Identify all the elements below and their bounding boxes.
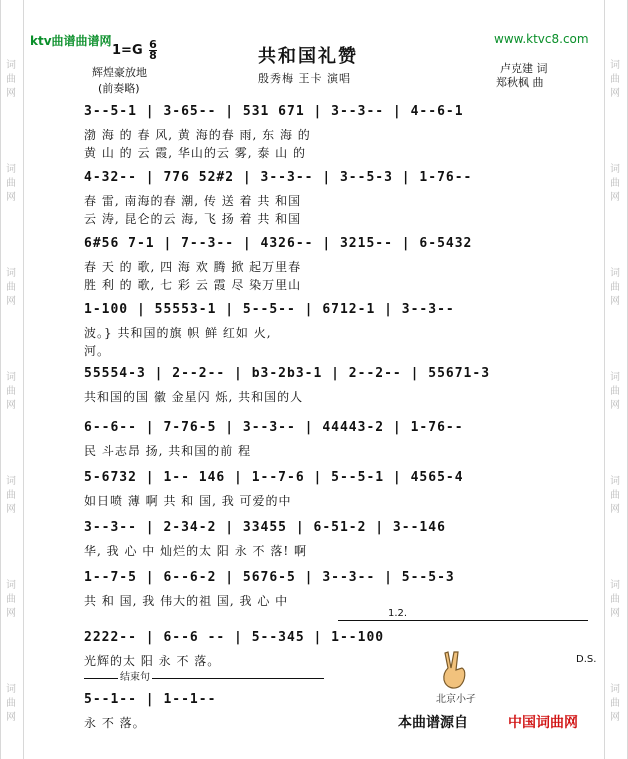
notation-row: 55554-3 | 2--2-- | b3-2b3-1 | 2--2-- | 55671-3: [84, 366, 491, 381]
side-watermark-char: 网: [6, 192, 17, 203]
lyric-line-2: 云 涛, 昆仑的云 海, 飞 扬 着 共 和国: [84, 212, 302, 226]
side-watermark-char: 网: [610, 712, 620, 723]
notation-row: 2222-- | 6--6 -- | 5--345 | 1--100: [84, 630, 385, 645]
lyric-line-1: 波。} 共和国的旗 帜 鲜 红如 火,: [84, 326, 272, 340]
side-watermark-char: 曲: [610, 594, 620, 605]
side-watermark-char: 词: [6, 580, 17, 591]
prelude-note: (前奏略): [98, 82, 140, 95]
tempo-marking: 辉煌豪放地: [92, 66, 147, 79]
song-title: 共和国礼赞: [258, 46, 358, 67]
side-watermark-char: 网: [6, 88, 17, 99]
side-watermark-char: 网: [610, 192, 620, 203]
notation-row: 3--3-- | 2-34-2 | 33455 | 6-51-2 | 3--146: [84, 520, 446, 535]
side-watermark-char: 网: [6, 400, 17, 411]
ending-label: 结束句: [118, 668, 152, 683]
side-watermark-char: 曲: [610, 178, 620, 189]
side-watermark-char: 网: [6, 712, 17, 723]
victory-hand-icon: [438, 648, 472, 692]
volta-line: [338, 620, 588, 621]
side-watermark-char: 网: [610, 88, 620, 99]
side-watermark-char: 曲: [6, 74, 17, 85]
lyric-line-1: 春 天 的 歌, 四 海 欢 腾 掀 起万里春: [84, 260, 302, 274]
time-sig-top: 6: [149, 38, 157, 51]
notation-row: 5-6732 | 1-- 146 | 1--7-6 | 5--5-1 | 4565-4: [84, 470, 464, 485]
side-watermark-char: 网: [6, 608, 17, 619]
site-url: www.ktvc8.com: [494, 32, 589, 46]
lyricist: 卢克建 词: [500, 62, 548, 75]
side-watermark-char: 词: [610, 164, 620, 175]
side-watermark-char: 曲: [610, 282, 620, 293]
side-watermark-char: 网: [6, 504, 17, 515]
side-watermark-char: 词: [610, 372, 620, 383]
lyric-line-1: 华, 我 心 中 灿烂的太 阳 永 不 落! 啊: [84, 544, 307, 558]
side-watermark-char: 曲: [6, 386, 17, 397]
side-watermark-char: 网: [6, 296, 17, 307]
lyric-line-2: 黄 山 的 云 霞, 华山的云 雾, 泰 山 的: [84, 146, 306, 160]
side-watermark-char: 曲: [6, 594, 17, 605]
lyric-line-1: 如日喷 薄 啊 共 和 国, 我 可爱的中: [84, 494, 292, 508]
side-watermark-char: 网: [610, 400, 620, 411]
composer: 郑秋枫 曲: [496, 76, 544, 89]
notation-row: 1-100 | 55553-1 | 5--5-- | 6712-1 | 3--3--: [84, 302, 455, 317]
lyric-line-1: 民 斗志昂 扬, 共和国的前 程: [84, 444, 252, 458]
side-watermark-char: 词: [6, 476, 17, 487]
notation-row: 4-32-- | 776 52#2 | 3--3-- | 3--5-3 | 1-76--: [84, 170, 473, 185]
sticker-caption: 北京小孑: [436, 694, 476, 705]
key-signature: 1=G $\frac{6}{8}$: [112, 38, 157, 62]
side-watermark-char: 曲: [6, 490, 17, 501]
side-watermark-char: 词: [6, 268, 17, 279]
side-watermark-char: 网: [610, 608, 620, 619]
volta-label: 1.2.: [388, 608, 408, 619]
side-watermark-char: 曲: [610, 386, 620, 397]
side-watermark-char: 词: [6, 372, 17, 383]
side-watermark-char: 曲: [6, 178, 17, 189]
side-watermark-char: 曲: [6, 698, 17, 709]
footer-source: 本曲谱源自: [398, 715, 468, 731]
side-watermark-char: 曲: [610, 698, 620, 709]
lyric-line-2: 河。: [84, 344, 111, 358]
lyric-line-1: 永 不 落。: [84, 716, 146, 730]
side-watermark-char: 词: [6, 684, 17, 695]
lyric-line-2: 胜 利 的 歌, 七 彩 云 霞 尽 染万里山: [84, 278, 302, 292]
lyric-line-1: 渤 海 的 春 风, 黄 海的春 雨, 东 海 的: [84, 128, 311, 142]
side-watermark-char: 曲: [610, 74, 620, 85]
singers: 殷秀梅 王卡 演唱: [258, 72, 351, 85]
brand-logo-text: ktv曲谱曲谱网: [30, 34, 112, 48]
lyric-line-1: 共 和 国, 我 伟大的祖 国, 我 心 中: [84, 594, 289, 608]
side-watermark-char: 曲: [610, 490, 620, 501]
lyric-line-1: 春 雷, 南海的春 潮, 传 送 着 共 和国: [84, 194, 302, 208]
side-watermark-char: 词: [610, 684, 620, 695]
side-watermark-char: 词: [610, 268, 620, 279]
footer-site: 中国词曲网: [508, 715, 578, 731]
time-sig-bottom: 8: [149, 49, 157, 62]
right-watermark-strip: [604, 0, 628, 759]
side-watermark-char: 网: [610, 504, 620, 515]
side-watermark-char: 词: [610, 476, 620, 487]
lyric-line-1: 光辉的太 阳 永 不 落。: [84, 654, 221, 668]
notation-row: 6--6-- | 7-76-5 | 3--3-- | 44443-2 | 1-76--: [84, 420, 464, 435]
side-watermark-char: 词: [610, 580, 620, 591]
left-watermark-strip: [0, 0, 24, 759]
side-watermark-char: 词: [610, 60, 620, 71]
side-watermark-char: 曲: [6, 282, 17, 293]
side-watermark-char: 网: [610, 296, 620, 307]
notation-row: 3--5-1 | 3-65-- | 531 671 | 3--3-- | 4--6-1: [84, 104, 464, 119]
ds-marking: D.S.: [576, 654, 597, 665]
notation-row: 6#56 7-1 | 7--3-- | 4326-- | 3215-- | 6-5432: [84, 236, 473, 251]
notation-row: 5--1-- | 1--1--: [84, 692, 217, 707]
notation-row: 1--7-5 | 6--6-2 | 5676-5 | 3--3-- | 5--5-3: [84, 570, 455, 585]
lyric-line-1: 共和国的国 徽 金星闪 烁, 共和国的人: [84, 390, 304, 404]
side-watermark-char: 词: [6, 60, 17, 71]
side-watermark-char: 词: [6, 164, 17, 175]
